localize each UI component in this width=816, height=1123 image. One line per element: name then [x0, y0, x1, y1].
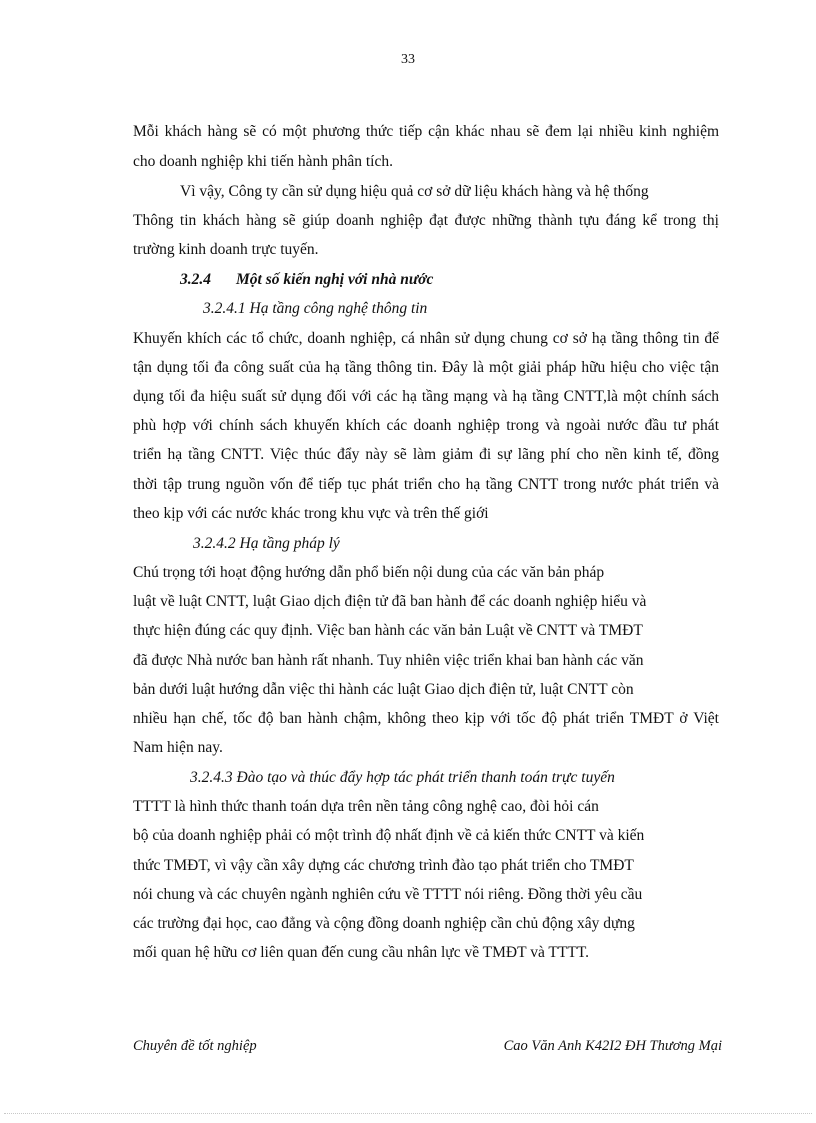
body-line: bộ của doanh nghiệp phải có một trình độ nhất định về cả kiến thức CNTT và kiến [133, 827, 645, 844]
body-line: đã được Nhà nước ban hành rất nhanh. Tuy nhiên việc triển khai ban hành các văn [133, 652, 644, 669]
body-line: thực hiện đúng các quy định. Việc ban hành các văn bản Luật về CNTT và TMĐT [133, 622, 643, 639]
body-line: Thông tin khách hàng sẽ giúp doanh nghiệp đạt được những thành tựu đáng kể trong thị [133, 212, 719, 229]
body-line: Chú trọng tới hoạt động hướng dẫn phổ biến nội dung của các văn bản pháp [133, 564, 605, 581]
section-heading [180, 270, 433, 290]
body-line: trường kinh doanh trực tuyến. [133, 241, 319, 258]
page-bottom-rule [4, 1113, 812, 1114]
body-line: Khuyến khích các tổ chức, doanh nghiệp, cá nhân sử dụng chung cơ sở hạ tầng thông tin để [133, 330, 719, 347]
body-line: các trường đại học, cao đẳng và cộng đồng doanh nghiệp cần chủ động xây dựng [133, 915, 635, 932]
body-line: triển hạ tầng CNTT. Việc thúc đẩy này sẽ làm giảm đi sự lãng phí cho nền kinh tế, đồng [133, 446, 719, 463]
body-line: Vì vậy, Công ty cần sử dụng hiệu quả cơ sở dữ liệu khách hàng và hệ thống [180, 183, 649, 200]
body-line: luật về luật CNTT, luật Giao dịch điện tử đã ban hành để các doanh nghiệp hiểu và [133, 593, 647, 610]
body-line: Mỗi khách hàng sẽ có một phương thức tiếp cận khác nhau sẽ đem lại nhiều kinh nghiệm [133, 123, 719, 140]
subsection-heading: 3.2.4.1 Hạ tầng công nghệ thông tin [203, 300, 428, 317]
body-line: cho doanh nghiệp khi tiến hành phân tích. [133, 153, 393, 170]
page-number: 33 [401, 52, 415, 67]
body-line: TTTT là hình thức thanh toán dựa trên nền tảng công nghệ cao, đòi hỏi cán [133, 798, 599, 815]
body-line: dụng tối đa hiệu suất sử dụng đối với các hạ tầng mạng và hạ tầng CNTT,là một chính sách [133, 388, 719, 405]
body-line: thời tập trung nguồn vốn để tiếp tục phát triển cho hạ tầng CNTT trong nước phát triển và [133, 476, 719, 493]
section-number: 3.2.4 [180, 271, 211, 288]
footer-right: Cao Văn Anh K42I2 ĐH Thương Mại [503, 1038, 722, 1054]
body-line: theo kịp với các nước khác trong khu vực và trên thế giới [133, 505, 489, 522]
body-line: bản dưới luật hướng dẫn việc thi hành các luật Giao dịch điện tử, luật CNTT còn [133, 681, 634, 698]
footer-left: Chuyên đề tốt nghiệp [133, 1038, 257, 1054]
body-line: phù hợp với chính sách khuyến khích các doanh nghiệp trong và ngoài nước đầu tư phát [133, 417, 719, 434]
subsection-heading: 3.2.4.3 Đào tạo và thúc đẩy hợp tác phát triển thanh toán trực tuyến [190, 769, 615, 786]
section-title: Một số kiến nghị với nhà nước [236, 271, 434, 288]
body-line: tận dụng tối đa công suất của hạ tầng thông tin. Đây là một giải pháp hữu hiệu cho việc tận [133, 359, 719, 376]
body-line: nói chung và các chuyên ngành nghiên cứu về TTTT nói riêng. Đồng thời yêu cầu [133, 886, 643, 903]
body-line: nhiều hạn chế, tốc độ ban hành chậm, không theo kịp với tốc độ phát triển TMĐT ở Việt [133, 710, 719, 727]
body-line: mối quan hệ hữu cơ liên quan đến cung cầu nhân lực về TMĐT và TTTT. [133, 944, 590, 961]
body-line: Nam hiện nay. [133, 739, 223, 756]
body-line: thức TMĐT, vì vậy cần xây dựng các chương trình đào tạo phát triển cho TMĐT [133, 857, 634, 874]
subsection-heading: 3.2.4.2 Hạ tầng pháp lý [193, 535, 340, 552]
